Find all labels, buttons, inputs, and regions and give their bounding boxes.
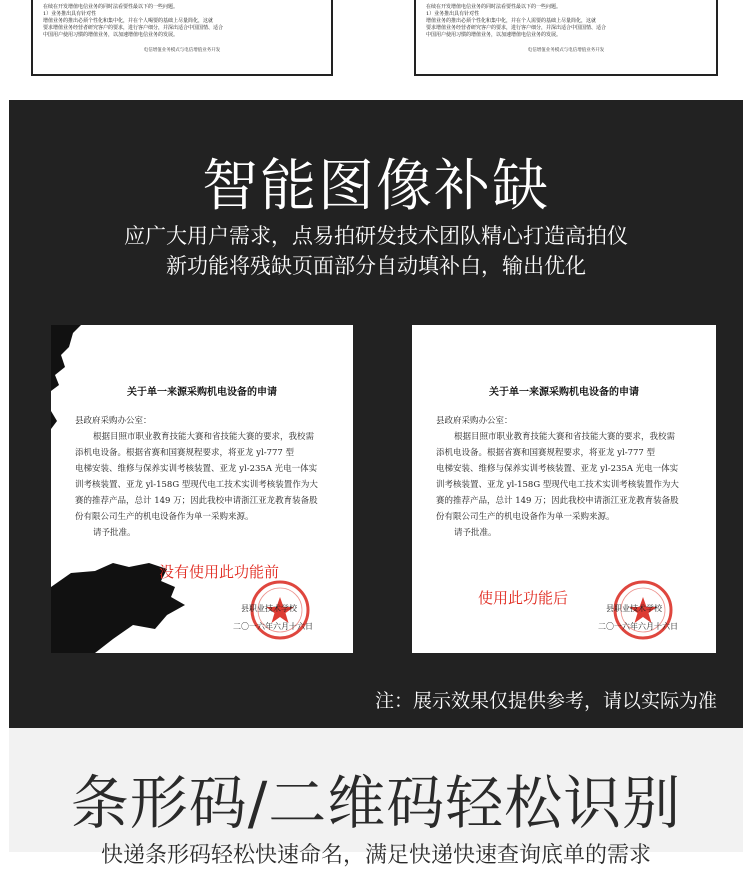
doc-line: 电梯安装、维修与保养实训考核装置、亚龙 yl-235A 光电一体实 [436,464,679,474]
top-doc-line: 1）业务推出具有针对性 [43,11,97,17]
top-doc-line: 增值业务的推出必须个性化和集中化，并在个人需要的基础上尽量简化，这就 [426,18,597,24]
before-caption: 没有使用此功能前 [159,563,280,581]
doc-line: 根据目照市职业教育技能大赛和省技能大赛的要求，我校需 [454,432,676,442]
top-doc-line: 在续在开发增值电信业务的同时法看要性最以下的一些问题。 [426,4,562,10]
top-doc-line: 中国用户使用习惯的增值业务，以加速增值电信业务的发展。 [426,32,562,38]
barcode-title: 条形码/二维码轻松识别 [70,769,682,837]
top-doc-line: 要求增值业务经营者研究客户的要求，进行客户细分，并深出适合中国国情、适合 [43,25,224,31]
doc-line: 添机电设备。根据省赛和国赛规程要求，将亚龙 yl-777 型 [436,448,656,458]
doc-org: 县职业技术学校 [241,604,297,613]
doc-body [436,413,694,541]
doc-line: 添机电设备。根据省赛和国赛规程要求，将亚龙 yl-777 型 [75,448,295,458]
doc-date: 二〇一六年六月十六日 [598,622,678,631]
doc-title: 关于单一来源采购机电设备的申请 [489,387,639,398]
barcode-section [9,728,743,868]
feature-subtitle-line2: 新功能将残缺页面部分自动填补白，输出优化 [166,254,586,278]
top-doc-left [31,0,333,76]
doc-line: 份有限公司生产的机电设备作为单一采购来源。 [436,512,615,522]
top-doc-footer: 电信增值业务模式与电信增值业务开发 [143,48,221,53]
top-doc-right [414,0,718,76]
top-doc-line: 要求增值业务经营者研究客户的要求，进行客户细分，并深出适合中国国情、适合 [426,25,607,31]
doc-line: 请予批准。 [454,528,497,538]
feature-section [9,100,743,728]
after-caption: 使用此功能后 [478,589,569,607]
top-doc-line: 在续在开发增值电信业务的同时法看要性最以下的一些问题。 [43,4,179,10]
doc-line: 请予批准。 [93,528,136,538]
doc-line: 份有限公司生产的机电设备作为单一采购来源。 [75,512,254,522]
top-doc-line: 1）业务推出具有针对性 [426,11,480,17]
doc-line: 训考核装置、亚龙 yl-158G 型现代电工技术实训考核装置作为大 [436,480,679,490]
doc-org: 县职业技术学校 [606,604,662,613]
top-doc-line: 增值业务的推出必须个性化和集中化，并在个人喝要的基础上尽量简化，这就 [43,18,214,24]
feature-subtitle-line1: 应广大用户需求，点易拍研发技术团队精心打造高拍仪 [124,224,628,248]
black-damage-shape [51,325,353,653]
doc-line: 县政府采购办公室： [436,416,513,426]
doc-before [51,325,353,653]
doc-line: 电梯安装、维修与保养实训考核装置、亚龙 yl-235A 光电一体实 [75,464,318,474]
doc-date: 二〇一六年六月十六日 [233,622,313,631]
doc-line: 县政府采购办公室： [75,416,152,426]
doc-line: 训考核装置、亚龙 yl-158G 型现代电工技术实训考核装置作为大 [75,480,318,490]
barcode-subtitle: 快递条形码轻松快速命名，满足快递快速查询底单的需求 [100,843,651,868]
doc-line: 根据目照市职业教育技能大赛和省技能大赛的要求，我校需 [93,432,315,442]
top-strip [0,0,752,100]
feature-title: 智能图像补缺 [202,154,550,219]
top-doc-line: 中国用户使用习惯的增值业务，以加速增值电信业务的发展。 [43,32,179,38]
top-doc-footer: 电信增值业务模式与电信增值业务开发 [527,48,605,53]
doc-after [412,325,716,653]
doc-line: 赛的推荐产品，总计 149 万；因此我校申请浙江亚龙教育装备股 [436,496,679,506]
doc-title: 关于单一来源采购机电设备的申请 [127,387,277,398]
doc-line: 赛的推荐产品，总计 149 万；因此我校申请浙江亚龙教育装备股 [75,496,318,506]
disclaimer-note: 注：展示效果仅提供参考，请以实际为准 [374,690,717,712]
